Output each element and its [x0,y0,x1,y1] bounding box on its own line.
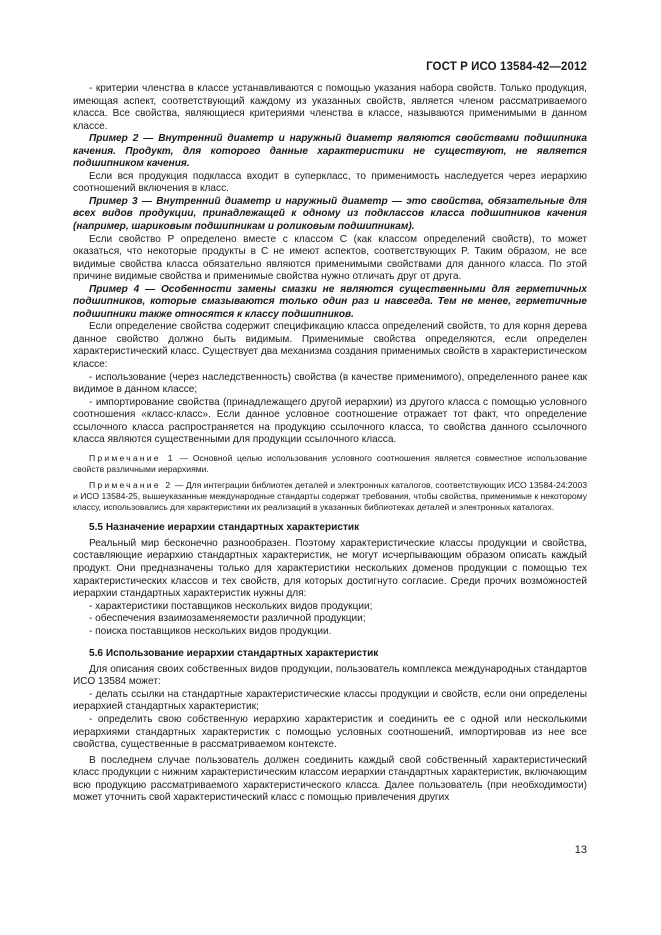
paragraph: Если свойство P определено вместе с классом C (как классом определений свойств), то может оказаться, что некоторые продукты в C не имеют аспектов, соответствующих P. Таким образом, не все видимые свойства класса обязательно являются применимыми свойствами для данного класса. По этой причине видимые свойства и применимые свойства нужно отличать друг от друга. [73,233,587,283]
note-text: — Для интеграции библиотек деталей и электронных каталогов, соответствующих ИСО 13584-24:2003 и ИСО 13584-25, вышеуказанные международные стандарты содержат требования, чтобы свойства, применимые к некоторому классу, использовались для характеристики их реализаций в указанных библиотеках деталей и электронных каталогах. [73,480,588,512]
page-number: 13 [574,844,587,856]
list-item: - делать ссылки на стандартные характеристические классы продукции и свойств, если они определены иерархией стандартных характеристик; [73,688,587,713]
list-item: - критерии членства в классе устанавливаются с помощью указания набора свойств. Только продукция, имеющая аспект, соответствующий каждому из указанных свойств, является членом рассматриваемого класса. Все свойства, являющиеся критериями членства в классе, называются применимыми в данном классе. [73,83,587,132]
paragraph: Для описания своих собственных видов продукции, пользователь комплекса международных стандартов ИСО 13584 может: [73,663,587,688]
example-3: Пример 3 — Внутренний диаметр и наружный диаметр — это свойства, обязательные для всех видов продукции, принадлежащей к одному из подклассов класса подшипников качения (например, шариковым подшипникам и роликовым подшипникам). [73,195,587,233]
list-item: - обеспечения взаимозаменяемости различной продукции; [89,613,366,625]
note-1 [73,453,587,474]
note-label: Примечание 1 [89,452,175,463]
paragraph: Если вся продукция подкласса входит в суперкласс, то применимость наследуется через иерархию соотношений включения в класс. [73,170,587,195]
section-heading-5-5: 5.5 Назначение иерархии стандартных характеристик [89,522,360,534]
list-item: - импортирование свойства (принадлежащего другой иерархии) из другого класса с помощью условного соотношения «класс-класс». Если данное условное соотношение отражает тот факт, что определение ссылочного класса распространяется на продукцию ссылочного класса, то свойства данного ссылочного класса являются существенными для продукции ссылочного класса. [73,396,587,446]
example-2: Пример 2 — Внутренний диаметр и наружный диаметр являются свойствами подшипника качения. Продукт, для которого данные характеристики не существуют, не является подшипником качения. [73,133,587,170]
list-item: - использование (через наследственность) свойства (в качестве применимого), определенного ранее как видимое в данном классе; [73,371,587,396]
note-2 [73,480,587,512]
list-item: - характеристики поставщиков нескольких видов продукции; [89,600,373,612]
section-heading-5-6: 5.6 Использование иерархии стандартных характеристик [89,648,379,660]
paragraph: В последнем случае пользователь должен соединить каждый свой собственный характеристический класс продукции с нижним характеристическим классом иерархии стандартных характеристик, включающим всю продукцию рассматриваемого характеристического класса. Далее пользователь (при необходимости) может уточнить свой характеристический класс с помощью привлечения других [73,754,587,804]
list-item: - поиска поставщиков нескольких видов продукции. [89,625,332,637]
paragraph: Реальный мир бесконечно разнообразен. Поэтому характеристические классы продукции и свойства, составляющие иерархию стандартных характеристик, не могут исчерпывающим образом описать каждый продукт. Они предназначены только для характеристики нескольких доменов продукции с помощью тех характеристических классов и тех свойств, для которых достигнуто согласие. Среди прочих возможностей иерархии стандартных характеристик нужны для: [73,537,587,600]
note-label: Примечание 2 [89,480,173,491]
note-text: — Основной целью использования условного соотношения является совместное использование свойств различными иерархиями. [73,452,587,474]
document-body [73,83,587,805]
document-header: ГОСТ Р ИСО 13584-42—2012 [426,61,587,73]
example-4: Пример 4 — Особенности замены смазки не являются существенными для герметичных подшипников, которые смазываются только один раз и навсегда. Тем не менее, герметичные подшипники также относятся к классу подшипников. [73,283,587,320]
paragraph: Если определение свойства содержит спецификацию класса определений свойств, то для корня дерева данное свойство должно быть видимым. Применимые свойства определяются, если определен характеристический класс. Существует два механизма создания применимых свойств в характеристическом классе: [73,321,587,371]
list-item: - определить свою собственную иерархию характеристик и соединить ее с одной или несколькими иерархиями стандартных характеристик с помощью условных соотношений, импортировав из нее все свойства, существенные в рассматриваемом контексте. [73,714,587,751]
